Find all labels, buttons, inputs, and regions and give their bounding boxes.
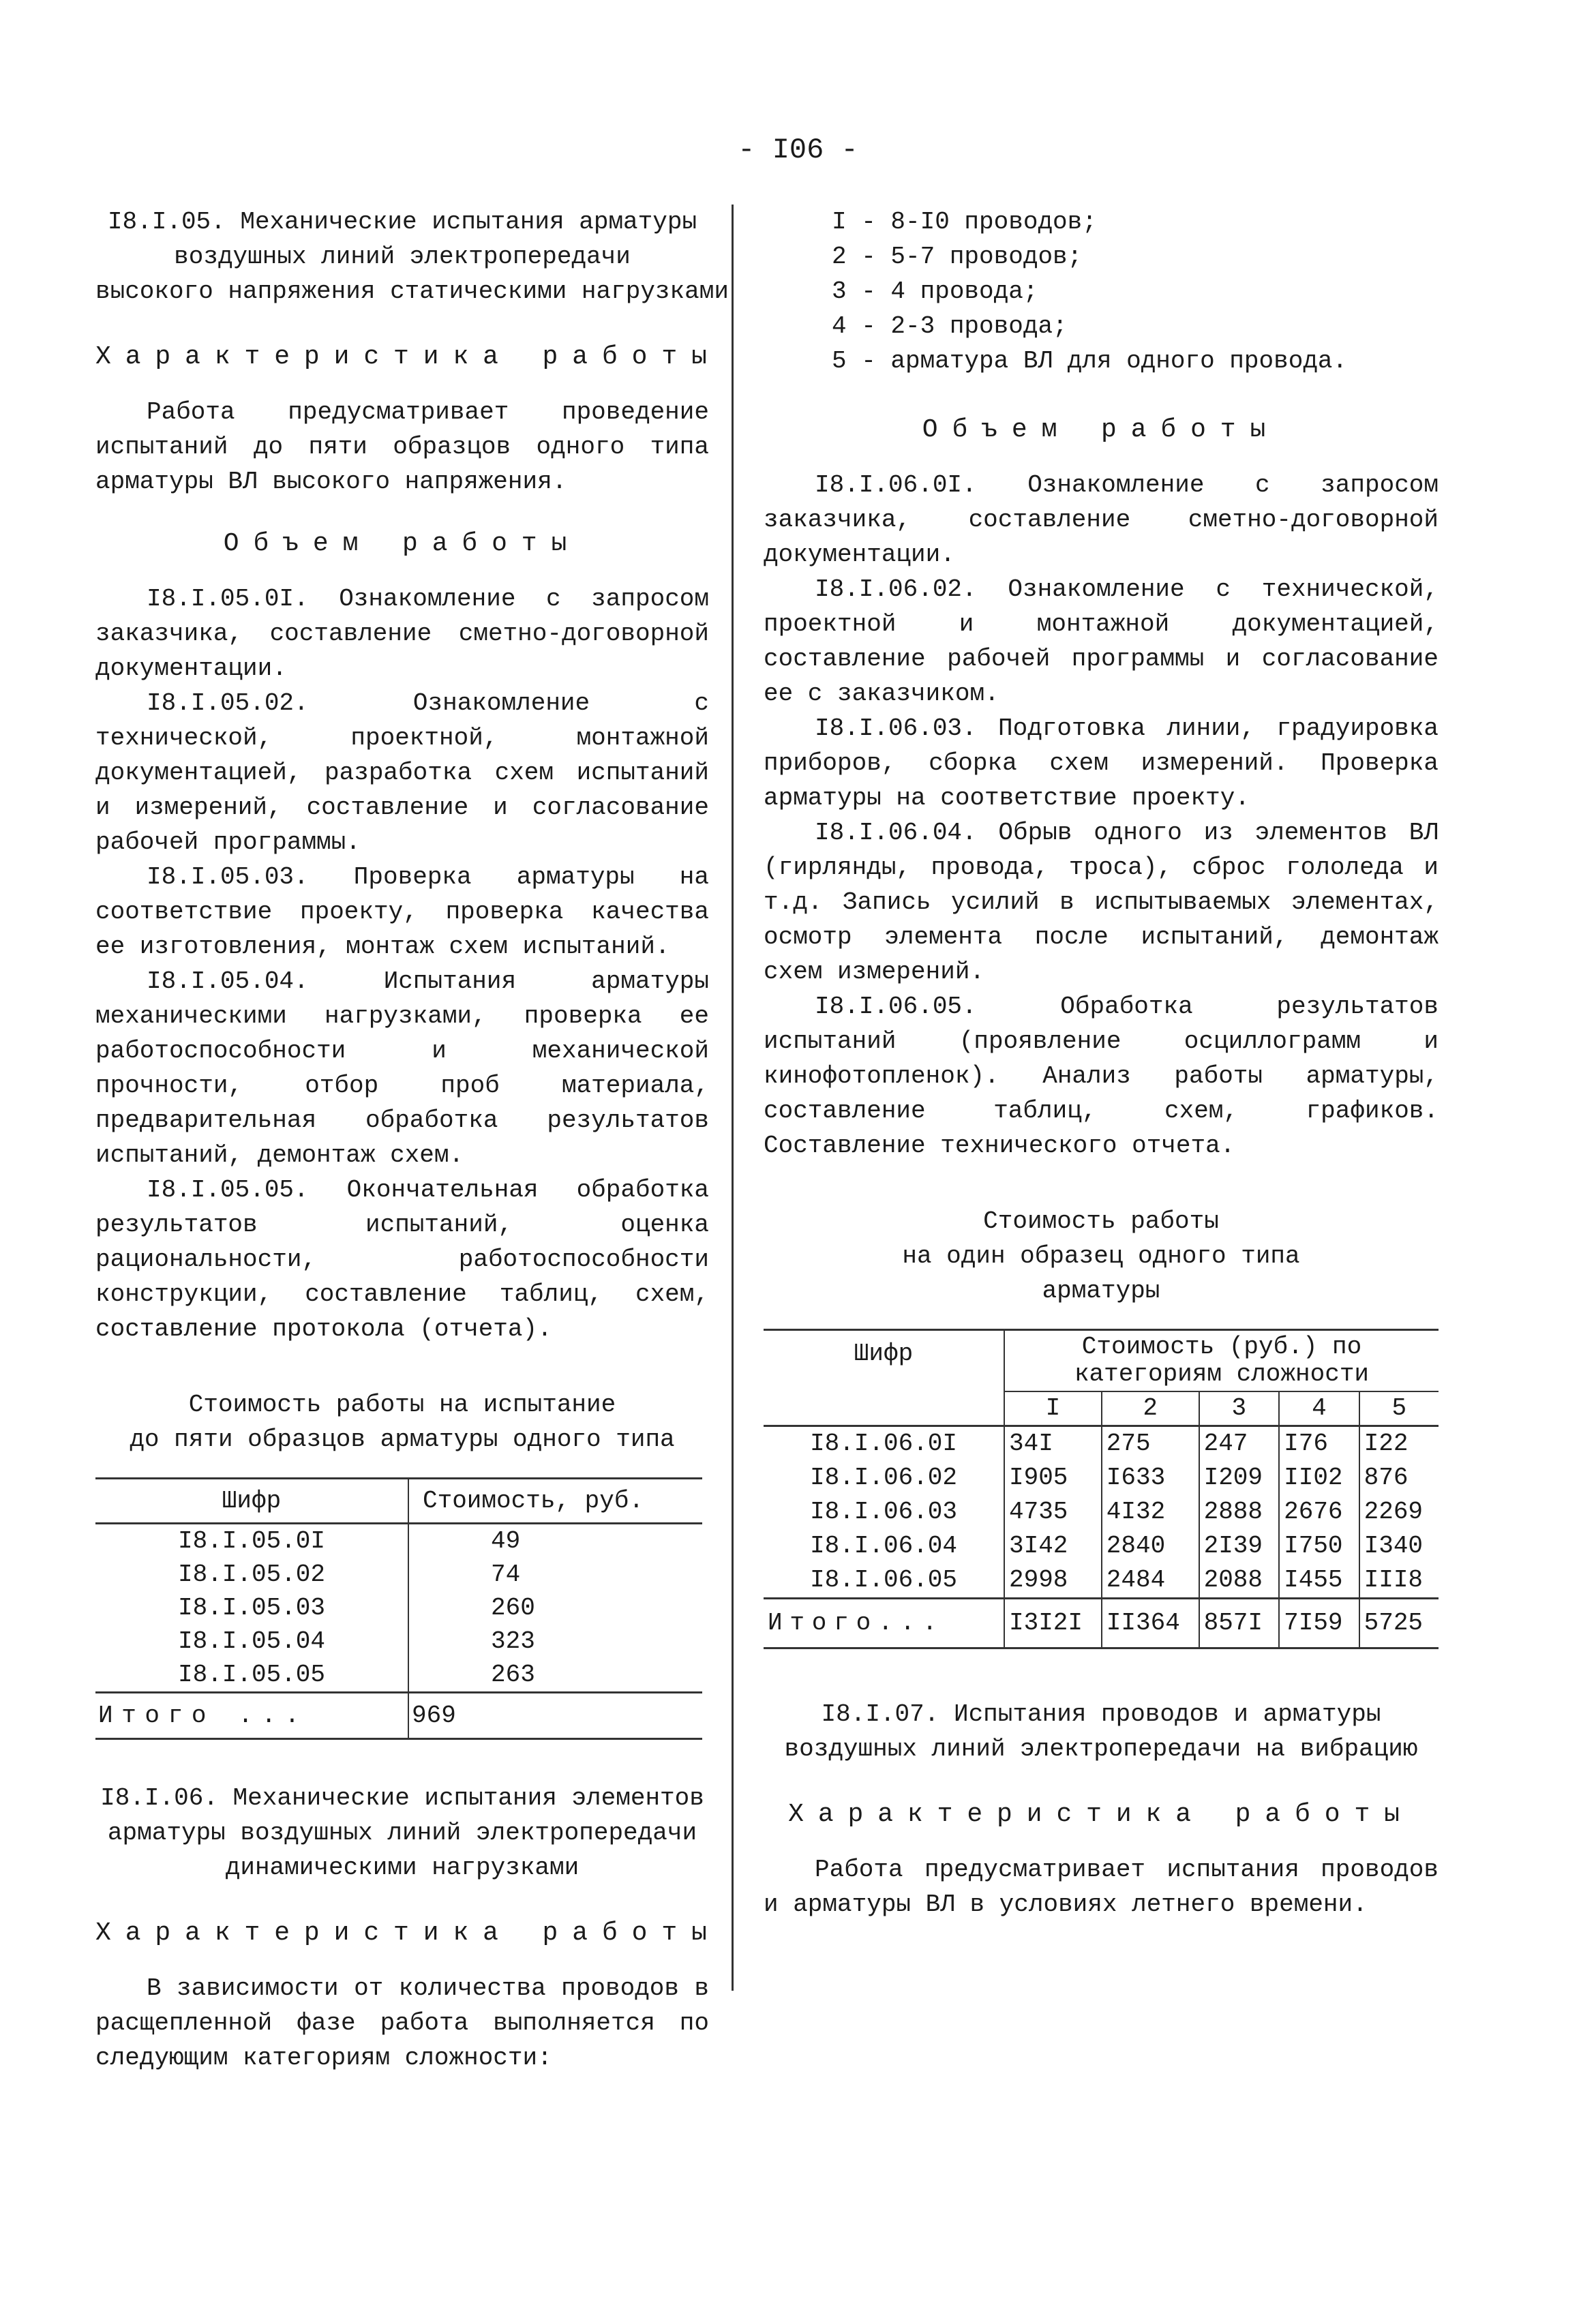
section-title-18-1-06 <box>95 1781 709 1885</box>
cell-cost: I750 <box>1279 1529 1359 1563</box>
table-row <box>764 1461 1439 1495</box>
cell-code: I8.I.05.02 <box>95 1558 408 1591</box>
category-header: 3 <box>1199 1391 1280 1426</box>
category-item: 3 - 4 провода; <box>832 277 1038 305</box>
characteristic-heading: Характеристика работы <box>788 1800 1414 1829</box>
title-line: Стоимость работы на испытание <box>188 1391 616 1419</box>
cell-cost: 323 <box>491 1627 535 1655</box>
cell-code: I8.I.06.02 <box>764 1461 1004 1495</box>
table-row <box>95 1658 702 1693</box>
total-value: 969 <box>408 1693 702 1739</box>
work-item: I8.I.06.0I. Ознакомление с запросом заказчика, составление сметно-договорной документации. <box>764 471 1439 569</box>
characteristic-heading: Характеристика работы <box>95 1918 721 1948</box>
table-row <box>95 1591 702 1625</box>
cell-cost: I76 <box>1279 1426 1359 1462</box>
characteristic-text: Работа предусматривает проведение испытаний до пяти образцов одного типа арматуры ВЛ высокого напряжения. <box>95 398 709 496</box>
cell-cost: I209 <box>1199 1461 1280 1495</box>
total-value: 857I <box>1199 1599 1280 1648</box>
cell-code: I8.I.06.04 <box>764 1529 1004 1563</box>
category-header: 4 <box>1279 1391 1359 1426</box>
cost-table-18-1-06 <box>764 1329 1439 1649</box>
category-item: I - 8-I0 проводов; <box>832 208 1097 236</box>
cell-cost: 260 <box>491 1594 535 1622</box>
title-line: арматуры воздушных линий электропередачи <box>107 1819 697 1847</box>
page-number: - I06 - <box>738 134 858 166</box>
cell-code: I8.I.06.05 <box>764 1563 1004 1599</box>
cell-cost: III8 <box>1359 1563 1439 1599</box>
category-header: 5 <box>1359 1391 1439 1426</box>
section-title-18-1-05 <box>95 205 729 309</box>
category-item: 4 - 2-3 провода; <box>832 312 1068 340</box>
work-item: I8.I.05.03. Проверка арматуры на соответствие проекту, проверка качества ее изготовления, монтаж схем испытаний. <box>95 863 709 961</box>
work-item: I8.I.05.05. Окончательная обработка результатов испытаний, оценка рациональности, работоспособности конструкции, составление таблиц, схем, составление протокола (отчета). <box>95 1176 709 1343</box>
category-item: 5 - арматура ВЛ для одного провода. <box>832 347 1348 375</box>
total-value: 5725 <box>1359 1599 1439 1648</box>
cell-code: I8.I.06.03 <box>764 1495 1004 1529</box>
total-label: Итого ... <box>95 1693 408 1739</box>
title-line: до пяти образцов арматуры одного типа <box>130 1426 675 1453</box>
cell-cost: 34I <box>1009 1430 1053 1458</box>
table-row <box>764 1426 1439 1462</box>
cell-cost: 2888 <box>1199 1495 1280 1529</box>
total-value: 7I59 <box>1279 1599 1359 1648</box>
left-column <box>95 205 729 2075</box>
work-item: I8.I.06.02. Ознакомление с технической, проектной и монтажной документацией, составление рабочей программы и согласование ее с заказчиком. <box>764 575 1439 708</box>
column-header-code: Шифр <box>764 1330 1004 1426</box>
cell-cost: 2676 <box>1279 1495 1359 1529</box>
category-item: 2 - 5-7 проводов; <box>832 243 1083 271</box>
work-item: I8.I.05.02. Ознакомление с технической, проектной, монтажной документацией, разработка схем испытаний и измерений, составление и согласование рабочей программы. <box>95 689 709 856</box>
characteristic-heading: Характеристика работы <box>95 342 721 372</box>
title-line: высокого напряжения статическими нагрузками <box>95 277 729 305</box>
cell-cost: 876 <box>1359 1461 1439 1495</box>
title-line: I8.I.06. Механические испытания элементов <box>100 1784 704 1812</box>
table-row <box>764 1563 1439 1599</box>
cell-cost: 2269 <box>1359 1495 1439 1529</box>
cell-cost: I340 <box>1359 1529 1439 1563</box>
cell-cost: I22 <box>1359 1426 1439 1462</box>
cell-code: I8.I.05.05 <box>95 1658 408 1693</box>
table-row <box>764 1529 1439 1563</box>
column-header: Шифр <box>95 1479 408 1524</box>
total-row <box>95 1693 702 1739</box>
total-row <box>764 1599 1439 1648</box>
title-line: Стоимость работы <box>983 1207 1219 1235</box>
volume-heading: Объем работы <box>922 415 1280 445</box>
cell-cost: 263 <box>491 1661 535 1689</box>
work-item: I8.I.06.05. Обработка результатов испытаний (проявление осциллограмм и кинофотопленок). Анализ работы арматуры, составление таблиц, схем, графиков. Составление технического отчета. <box>764 993 1439 1160</box>
column-header-cost: Стоимость (руб.) по категориям сложности <box>1004 1330 1439 1392</box>
cell-cost: 2088 <box>1199 1563 1280 1599</box>
section-title-18-1-07 <box>764 1697 1439 1766</box>
title-line: I8.I.07. Испытания проводов и арматуры <box>821 1700 1381 1728</box>
characteristic-text: Работа предусматривает испытания проводов и арматуры ВЛ в условиях летнего времени. <box>764 1856 1439 1918</box>
cell-cost: 2998 <box>1009 1566 1068 1594</box>
table-row <box>95 1524 702 1558</box>
cell-cost: I633 <box>1102 1461 1199 1495</box>
work-item: I8.I.06.04. Обрыв одного из элементов ВЛ (гирлянды, провода, троса), сброс гололеда и т.д. Запись усилий в испытываемых элементах, осмотр элемента после испытаний, демонтаж схем измерений. <box>764 819 1439 986</box>
right-column <box>764 205 1439 1922</box>
title-line: арматуры <box>1042 1277 1160 1305</box>
cell-cost: 3I42 <box>1009 1532 1068 1560</box>
cost-table-18-1-05 <box>95 1477 702 1740</box>
title-line: на один образец одного типа <box>902 1242 1300 1270</box>
characteristic-text: В зависимости от количества проводов в расщепленной фазе работа выполняется по следующим категориям сложности: <box>95 1974 709 2072</box>
cost-table-title <box>764 1204 1439 1308</box>
title-line: воздушных линий электропередачи <box>174 243 631 271</box>
cell-cost: 2484 <box>1102 1563 1199 1599</box>
work-item: I8.I.05.0I. Ознакомление с запросом заказчика, составление сметно-договорной документации. <box>95 585 709 682</box>
cell-cost: II02 <box>1279 1461 1359 1495</box>
cell-cost: 74 <box>491 1561 521 1588</box>
total-label: Итого... <box>764 1599 1004 1648</box>
work-item: I8.I.06.03. Подготовка линии, градуировка приборов, сборка схем измерений. Проверка арматуры на соответствие проекту. <box>764 714 1439 812</box>
cell-code: I8.I.05.03 <box>95 1591 408 1625</box>
title-line: I8.I.05. Механические испытания арматуры <box>107 208 697 236</box>
cell-code: I8.I.05.0I <box>95 1524 408 1558</box>
cell-cost: 247 <box>1199 1426 1280 1462</box>
total-value: I3I2I <box>1004 1599 1102 1648</box>
title-line: воздушных линий электропередачи на вибрацию <box>784 1735 1418 1763</box>
column-divider <box>732 205 734 1991</box>
work-item: I8.I.05.04. Испытания арматуры механическими нагрузками, проверка ее работоспособности и механической прочности, отбор проб материала, предварительная обработка результатов испытаний, демонтаж схем. <box>95 967 709 1169</box>
cell-cost: 49 <box>491 1527 521 1555</box>
cell-cost: 4735 <box>1009 1498 1068 1526</box>
table-row <box>95 1625 702 1658</box>
category-header: 2 <box>1102 1391 1199 1426</box>
cell-code: I8.I.06.0I <box>764 1426 1004 1462</box>
table-row <box>764 1495 1439 1529</box>
volume-heading: Объем работы <box>223 529 582 558</box>
category-header: I <box>1004 1391 1102 1426</box>
cell-cost: I455 <box>1279 1563 1359 1599</box>
cost-table-title <box>95 1387 709 1457</box>
cell-cost: I905 <box>1009 1464 1068 1492</box>
total-value: II364 <box>1102 1599 1199 1648</box>
cell-cost: 275 <box>1102 1426 1199 1462</box>
table-row <box>95 1558 702 1591</box>
cell-code: I8.I.05.04 <box>95 1625 408 1658</box>
cell-cost: 4I32 <box>1102 1495 1199 1529</box>
cell-cost: 2I39 <box>1199 1529 1280 1563</box>
title-line: динамическими нагрузками <box>225 1854 579 1882</box>
cell-cost: 2840 <box>1102 1529 1199 1563</box>
column-header: Стоимость, руб. <box>408 1479 702 1524</box>
